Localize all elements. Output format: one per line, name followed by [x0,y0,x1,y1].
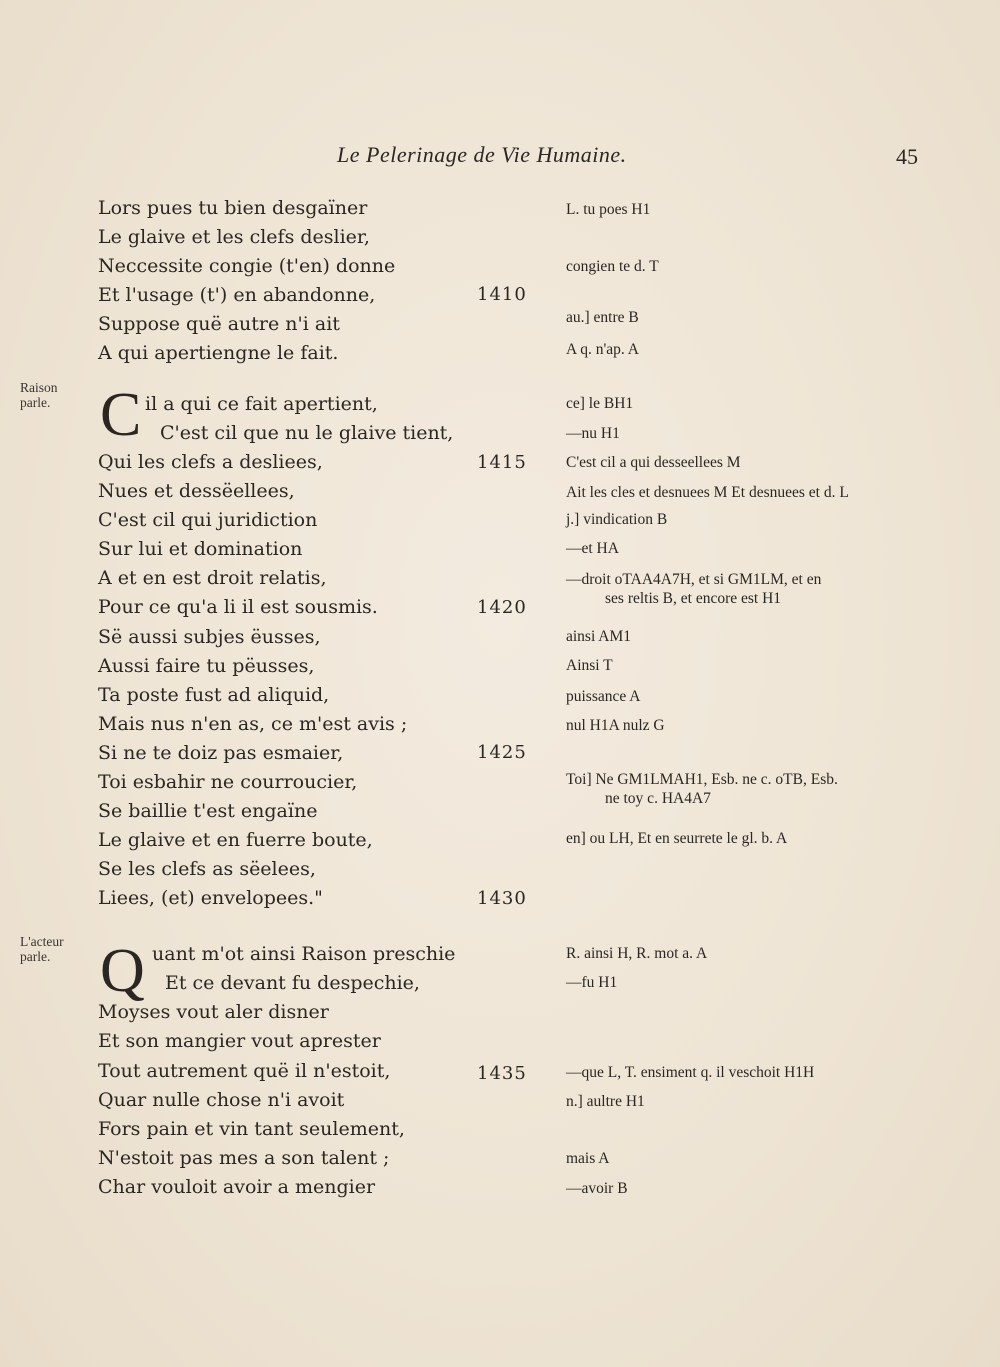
verse-line: N'estoit pas mes a son talent ; [98,1147,390,1169]
line-number: 1425 [477,742,527,763]
verse-line: Qui les clefs a desliees, [98,451,323,473]
running-head: Le Pelerinage de Vie Humaine. [337,142,627,167]
verse-line: Pour ce qu'a li il est sousmis. [98,596,378,618]
verse-line: Aussi faire tu pëusses, [98,655,315,677]
verse-line: Si ne te doiz pas esmaier, [98,742,344,764]
line-number: 1430 [477,888,527,909]
variant-note: ne toy c. HA4A7 [605,790,711,807]
variant-note: —avoir B [566,1180,628,1197]
verse-line: Fors pain et vin tant seulement, [98,1118,405,1140]
verse-line: Mais nus n'en as, ce m'est avis ; [98,713,408,735]
line-number: 1420 [477,597,527,618]
variant-note: mais A [566,1150,610,1167]
verse-line: Sur lui et domination [98,538,303,560]
verse-line: C'est cil que nu le glaive tient, [160,422,454,444]
line-number: 1435 [477,1063,527,1084]
variant-note: n.] aultre H1 [566,1093,645,1110]
variant-note: L. tu poes H1 [566,201,651,218]
line-number: 1410 [477,284,527,305]
variant-note: —nu H1 [566,425,620,442]
variant-note: Ait les cles et desnuees M Et desnuees et d. L [566,484,849,501]
verse-line: uant m'ot ainsi Raison preschie [152,943,456,965]
verse-line: A et en est droit relatis, [98,567,327,589]
variant-note: —fu H1 [566,974,618,991]
verse-line: Se les clefs as sëelees, [98,858,316,880]
page-number: 45 [896,144,918,169]
verse-line: Liees, (et) envelopees." [98,887,323,909]
verse-line: Et l'usage (t') en abandonne, [98,284,376,306]
variant-note: ce] le BH1 [566,395,634,412]
verse-line: Lors pues tu bien desgaïner [98,197,368,219]
verse-line: Char vouloit avoir a mengier [98,1176,376,1198]
variant-note: C'est cil a qui desseellees M [566,454,741,471]
variant-note: Ainsi T [566,657,613,674]
verse-line: Se baillie t'est engaïne [98,800,318,822]
drop-cap-q: Q [100,937,145,1005]
verse-line: il a qui ce fait apertient, [145,393,378,415]
verse-line: Et ce devant fu despechie, [165,972,420,994]
variant-note: Toi] Ne GM1LMAH1, Esb. ne c. oTB, Esb. [566,771,838,788]
variant-note: ses reltis B, et encore est H1 [605,590,782,607]
variant-note: en] ou LH, Et en seurrete le gl. b. A [566,830,788,847]
variant-note: au.] entre B [566,309,639,326]
verse-line: Le glaive et les clefs deslier, [98,226,370,248]
verse-line: Tout autrement quë il n'estoit, [98,1060,391,1082]
margin-note-acteur: L'acteur parle. [20,934,64,964]
variant-note: nul H1A nulz G [566,717,665,734]
variant-note: j.] vindication B [566,511,668,528]
margin-note-raison: Raison parle. [20,380,58,410]
verse-line: Toi esbahir ne courroucier, [98,771,358,793]
verse-line: Le glaive et en fuerre boute, [98,829,373,851]
verse-line: Së aussi subjes ëusses, [98,626,321,648]
verse-line: Nues et dessëellees, [98,480,295,502]
line-number: 1415 [477,452,527,473]
verse-line: C'est cil qui juridiction [98,509,318,531]
variant-note: —droit oTAA4A7H, et si GM1LM, et en [566,571,822,588]
verse-line: A qui apertiengne le fait. [98,342,339,364]
verse-line: Suppose quë autre n'i ait [98,313,340,335]
variant-note: A q. n'ap. A [566,341,639,358]
verse-line: Quar nulle chose n'i avoit [98,1089,345,1111]
variant-note: puissance A [566,688,641,705]
verse-line: Et son mangier vout aprester [98,1030,381,1052]
verse-line: Ta poste fust ad aliquid, [98,684,330,706]
verse-line: Moyses vout aler disner [98,1001,329,1023]
drop-cap-c: C [100,381,142,449]
variant-note: ainsi AM1 [566,628,632,645]
variant-note: —que L, T. ensiment q. il veschoit H1H [566,1064,815,1081]
verse-line: Neccessite congie (t'en) donne [98,255,396,277]
variant-note: R. ainsi H, R. mot a. A [566,945,708,962]
variant-note: —et HA [566,540,619,557]
variant-note: congien te d. T [566,258,659,275]
